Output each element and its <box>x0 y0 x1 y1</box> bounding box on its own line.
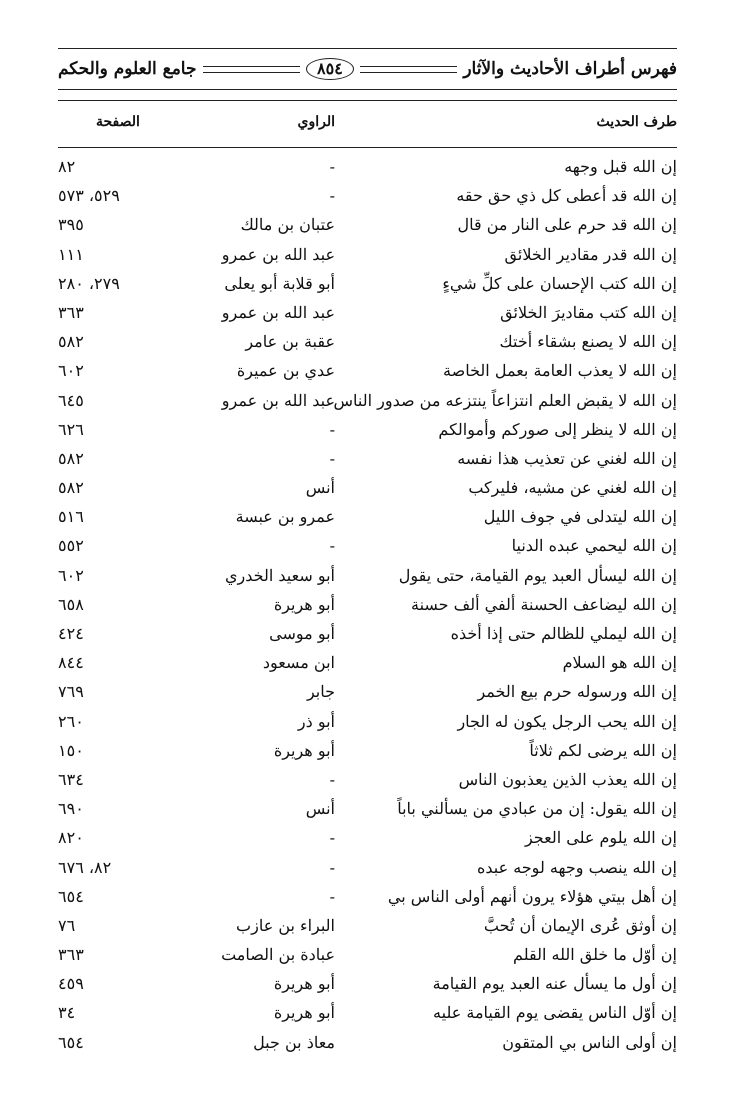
table-row <box>58 913 677 942</box>
narrator-name: - <box>329 157 335 176</box>
table-row <box>58 358 677 387</box>
narrator-name: - <box>329 769 335 789</box>
hadith-text: إن الله لغني عن تعذيب هذا نفسه <box>457 448 677 468</box>
table-row <box>58 417 677 446</box>
page-reference: ٦٢٦ <box>58 419 84 439</box>
narrator-name: أنس <box>305 799 335 819</box>
table-row <box>58 825 677 854</box>
table-row <box>58 563 677 592</box>
narrator-name: ابن مسعود <box>262 653 335 673</box>
index-table <box>58 154 677 1059</box>
hadith-text: إن الله ورسوله حرم بيع الخمر <box>477 682 677 702</box>
page-number: ٨٥٤ <box>306 58 354 80</box>
table-row <box>58 533 677 562</box>
table-row <box>58 738 677 767</box>
hadith-text: إن الله قد أعطى كل ذي حق حقه <box>456 186 677 206</box>
page-reference: ٦٠٢ <box>58 565 84 585</box>
page-reference: ٥١٦ <box>58 507 84 527</box>
table-row <box>58 650 677 679</box>
hadith-text: إن الله يعذب الذين يعذبون الناس <box>458 769 677 789</box>
hadith-text: إن أولى الناس بي المتقون <box>502 1032 677 1052</box>
index-title: فهرس أطراف الأحاديث والآثار <box>463 59 677 79</box>
page-reference: ٥٢٩، ٥٧٣ <box>58 186 120 206</box>
column-header-hadith: طرف الحديث <box>596 114 677 130</box>
narrator-name: عمرو بن عبسة <box>235 507 335 527</box>
narrator-name: عبد الله بن عمرو <box>221 302 335 322</box>
table-row <box>58 329 677 358</box>
narrator-name: أبو ذر <box>297 711 335 731</box>
table-row <box>58 475 677 504</box>
page-header <box>58 48 677 90</box>
narrator-name: عدي بن عميرة <box>236 361 335 381</box>
hadith-text: إن الله لا يعذب العامة بعمل الخاصة <box>443 361 677 381</box>
table-row <box>58 592 677 621</box>
narrator-name: أبو هريرة <box>273 974 335 994</box>
hadith-text: إن الله يقول: إن من عبادي من يسألني باباً <box>397 799 677 819</box>
hadith-text: إن الله ليحمي عبده الدنيا <box>511 536 677 556</box>
narrator-name: البراء بن عازب <box>236 915 335 935</box>
narrator-name: أبو هريرة <box>273 594 335 614</box>
page-reference: ٤٥٩ <box>58 974 84 994</box>
page-reference: ١١١ <box>58 244 84 264</box>
page-reference: ٨٢ <box>58 157 76 176</box>
hadith-text: إن الله ليسأل العبد يوم القيامة، حتى يقول <box>398 565 677 585</box>
narrator-name: عبد الله بن عمرو <box>221 390 335 410</box>
page-reference: ١٥٠ <box>58 740 84 760</box>
hadith-text: إن الله ينصب وجهه لوجه عبده <box>476 857 677 877</box>
column-headers <box>58 100 677 148</box>
narrator-name: جابر <box>306 682 335 702</box>
narrator-name: أبو هريرة <box>273 740 335 760</box>
narrator-name: أبو قلابة أبو يعلى <box>224 273 335 293</box>
table-row <box>58 242 677 271</box>
header-rule <box>203 66 301 73</box>
table-row <box>58 1000 677 1029</box>
narrator-name: أبو هريرة <box>273 1003 335 1023</box>
page-reference: ٧٦٩ <box>58 682 84 702</box>
page-reference: ٢٦٠ <box>58 711 84 731</box>
hadith-text: إن الله لا يقبض العلم انتزاعاً ينتزعه من صدور الناس <box>333 390 677 410</box>
page-reference: ٥٨٢ <box>58 478 84 498</box>
header-rule <box>360 66 458 73</box>
page-reference: ٣٤ <box>58 1003 76 1023</box>
page-reference: ٥٨٢ <box>58 448 84 468</box>
narrator-name: عقبة بن عامر <box>245 332 335 352</box>
table-row <box>58 884 677 913</box>
table-row <box>58 212 677 241</box>
page-reference: ٦٥٤ <box>58 1032 84 1052</box>
hadith-text: إن أوّل ما خلق الله القلم <box>513 945 677 965</box>
narrator-name: - <box>329 536 335 556</box>
index-page <box>58 48 677 1059</box>
hadith-text: إن أوثق عُرى الإيمان أن تُحبَّ <box>483 915 677 935</box>
narrator-name: عبادة بن الصامت <box>221 945 335 965</box>
table-row <box>58 796 677 825</box>
page-reference: ٦٥٤ <box>58 886 84 906</box>
table-row <box>58 300 677 329</box>
narrator-name: معاذ بن جبل <box>253 1032 335 1052</box>
hadith-text: إن الله ليملي للظالم حتى إذا أخذه <box>450 624 677 643</box>
narrator-name: - <box>329 886 335 906</box>
narrator-name: - <box>329 857 335 877</box>
table-row <box>58 767 677 796</box>
hadith-text: إن الله كتب مقاديرَ الخلائق <box>500 302 677 322</box>
column-header-rawi: الراوي <box>297 114 335 130</box>
hadith-text: إن الله قد حرم على النار من قال <box>457 215 677 235</box>
page-reference: ٢٧٩، ٢٨٠ <box>58 273 120 293</box>
page-reference: ٥٨٢ <box>58 332 84 352</box>
hadith-text: إن الله كتب الإحسان على كلِّ شيءٍ <box>442 273 677 293</box>
hadith-text: إن أهل بيتي هؤلاء يرون أنهم أولى الناس بي <box>387 886 677 906</box>
page-reference: ٤٢٤ <box>58 624 84 643</box>
hadith-text: إن أوّل الناس يقضى يوم القيامة عليه <box>433 1003 677 1023</box>
hadith-text: إن الله يلوم على العجز <box>524 828 677 848</box>
hadith-text: إن الله يرضى لكم ثلاثاً <box>529 740 677 760</box>
narrator-name: أبو سعيد الخدري <box>225 565 335 585</box>
page-reference: ٣٦٣ <box>58 945 84 965</box>
hadith-text: إن الله لا ينظر إلى صوركم وأموالكم <box>438 419 677 439</box>
narrator-name: عتبان بن مالك <box>240 215 335 235</box>
narrator-name: - <box>329 419 335 439</box>
hadith-text: إن الله ليتدلى في جوف الليل <box>483 507 677 527</box>
page-reference: ٧٦ <box>58 915 76 935</box>
book-title: جامع العلوم والحكم <box>57 59 197 79</box>
hadith-text: إن الله هو السلام <box>562 653 677 673</box>
narrator-name: - <box>329 828 335 848</box>
narrator-name: أبو موسى <box>269 624 335 643</box>
page-reference: ٣٦٣ <box>58 302 84 322</box>
narrator-name: - <box>329 186 335 206</box>
hadith-text: إن الله ليضاعف الحسنة ألفي ألف حسنة <box>411 594 677 614</box>
hadith-text: إن الله لا يصنع بشقاء أختك <box>499 332 677 352</box>
page-reference: ٣٩٥ <box>58 215 84 235</box>
table-row <box>58 679 677 708</box>
page-reference: ٨٢٠ <box>58 828 84 848</box>
narrator-name: - <box>329 448 335 468</box>
hadith-text: إن الله لغني عن مشيه، فليركب <box>468 478 677 498</box>
page-reference: ٥٥٢ <box>58 536 84 556</box>
table-row <box>58 855 677 884</box>
page-reference: ٦٩٠ <box>58 799 84 819</box>
table-row <box>58 621 677 650</box>
narrator-name: أنس <box>305 478 335 498</box>
hadith-text: إن أول ما يسأل عنه العبد يوم القيامة <box>432 974 677 994</box>
table-row <box>58 446 677 475</box>
narrator-name: عبد الله بن عمرو <box>221 244 335 264</box>
table-row <box>58 183 677 212</box>
page-reference: ٦٠٢ <box>58 361 84 381</box>
page-reference: ٦٣٤ <box>58 769 84 789</box>
column-header-page: الصفحة <box>96 114 140 130</box>
table-row <box>58 271 677 300</box>
page-reference: ٦٥٨ <box>58 594 84 614</box>
hadith-text: إن الله يحب الرجل يكون له الجار <box>457 711 677 731</box>
page-reference: ٨٤٤ <box>58 653 84 673</box>
hadith-text: إن الله قبل وجهه <box>564 157 677 176</box>
table-row <box>58 154 677 183</box>
table-row <box>58 709 677 738</box>
table-row <box>58 1030 677 1059</box>
table-row <box>58 504 677 533</box>
page-reference: ٨٢، ٦٧٦ <box>58 857 112 877</box>
table-row <box>58 388 677 417</box>
table-row <box>58 971 677 1000</box>
table-row <box>58 942 677 971</box>
hadith-text: إن الله قدر مقادير الخلائق <box>504 244 677 264</box>
page-reference: ٦٤٥ <box>58 390 84 410</box>
